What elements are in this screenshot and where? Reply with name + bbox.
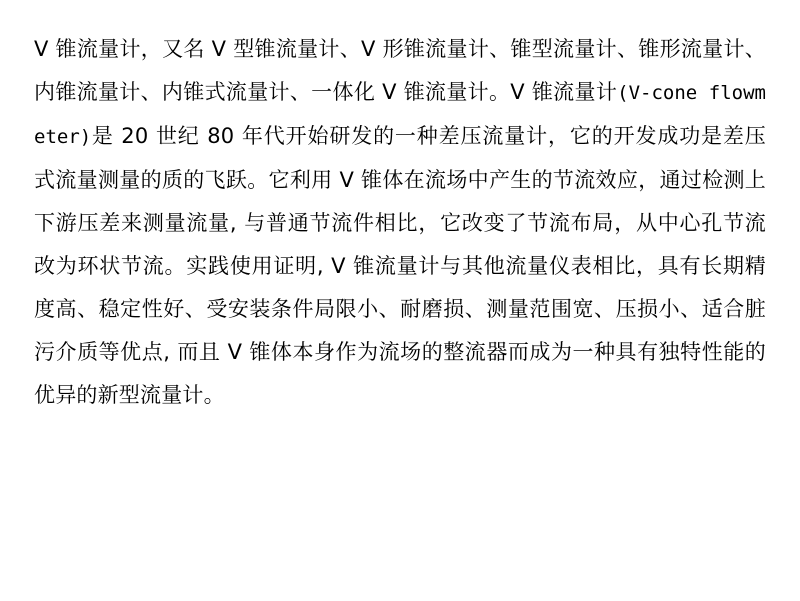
paragraph-latin-term: (V-cone flowmeter) bbox=[34, 82, 766, 148]
paragraph-text-part-two: 是 20 世纪 80 年代开始研发的一种差压流量计，它的开发成功是差压式流量测量的质的飞跃。它利用 V 锥体在流场中产生的节流效应，通过检测上下游压差来测量流量, 与普通节流件相比，它改变了节流布局，从中心孔节流改为环状节流。实践使用证明, V 锥流量计与其他流量仪表相比，具有长期精度高、稳定性好、受安装条件局限小、耐磨损、测量范围宽、压损小、适合脏污介质等优点, 而且 V 锥体本身作为流场的整流器而成为一种具有独特性能的优异的新型流量计。 bbox=[34, 124, 766, 407]
body-paragraph bbox=[34, 28, 766, 417]
paragraph-text-part-one: V 锥流量计，又名 V 型锥流量计、V 形锥流量计、锥型流量计、锥形流量计、内锥流量计、内锥式流量计、一体化 V 锥流量计。V 锥流量计 bbox=[34, 37, 766, 104]
